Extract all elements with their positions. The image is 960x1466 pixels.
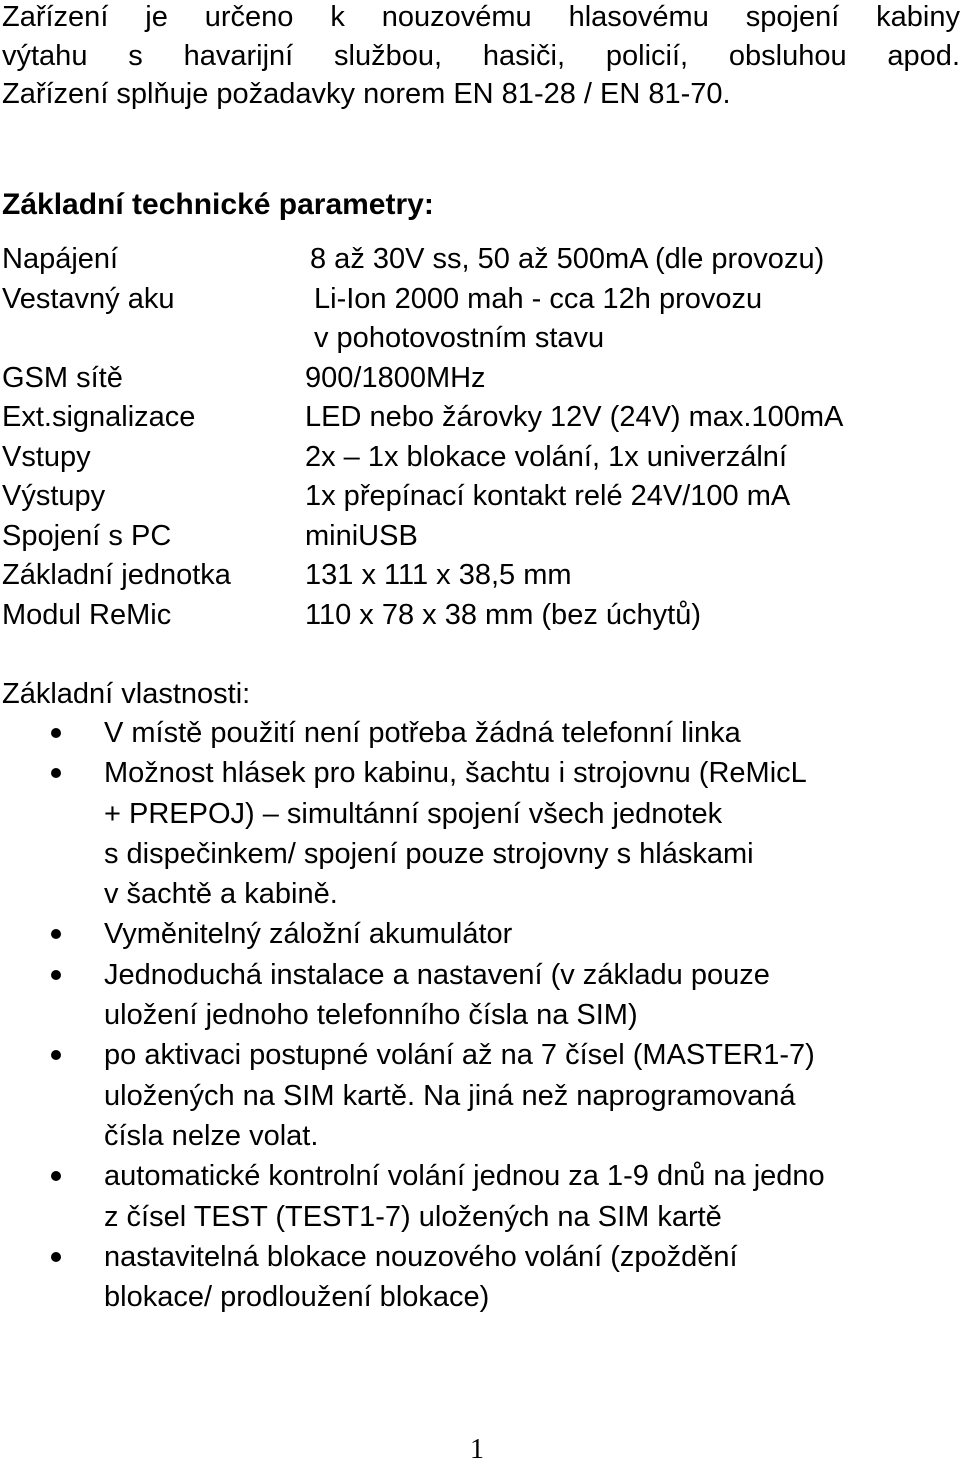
list-item-line: blokace/ prodloužení blokace) xyxy=(104,1281,490,1314)
parameter-value-line: 131 x 111 x 38,5 mm xyxy=(305,559,572,591)
list-item-line: v šachtě a kabině. xyxy=(104,878,338,911)
parameters-heading: Základní technické parametry: xyxy=(2,188,434,221)
parameter-value xyxy=(310,240,824,280)
list-item-text xyxy=(104,1156,960,1237)
parameter-row xyxy=(2,556,958,596)
parameter-row xyxy=(2,398,958,438)
parameter-value xyxy=(305,438,787,478)
bullet-icon xyxy=(51,929,61,939)
list-item xyxy=(0,1156,960,1237)
list-item xyxy=(0,914,960,954)
parameter-row xyxy=(2,359,958,399)
page-number: 1 xyxy=(470,1434,484,1465)
parameter-value xyxy=(305,596,701,636)
parameter-value-line: 900/1800MHz xyxy=(305,361,486,394)
parameter-row xyxy=(2,438,958,478)
list-item-line: uložených na SIM kartě. Na jiná než naprogramovaná xyxy=(104,1079,796,1112)
list-item-line: uložení jednoho telefonního čísla na SIM) xyxy=(104,999,638,1032)
list-item xyxy=(0,955,960,1036)
list-item xyxy=(0,713,960,753)
list-item-line: čísla nelze volat. xyxy=(104,1119,319,1152)
list-item-line: Jednoduchá instalace a nastavení (v základu pouze xyxy=(104,958,770,991)
parameter-value-line: 8 až 30V ss, 50 až 500mA (dle provozu) xyxy=(310,243,825,275)
list-item xyxy=(0,1035,960,1156)
list-item xyxy=(0,1237,960,1318)
list-item-line: Vyměnitelný záložní akumulátor xyxy=(104,918,513,951)
parameter-value xyxy=(305,398,843,438)
parameter-value-line: LED nebo žárovky 12V (24V) max.100mA xyxy=(305,401,844,433)
parameter-row xyxy=(2,596,958,636)
parameter-label: GSM sítě xyxy=(2,361,123,394)
list-item-text xyxy=(104,713,960,753)
bullet-icon xyxy=(51,768,61,778)
parameter-value-line: 1x přepínací kontakt relé 24V/100 mA xyxy=(305,480,791,512)
intro-line: výtahu s havarijní službou, hasiči, policií, obsluhou apod. xyxy=(2,39,960,72)
parameter-value-line: miniUSB xyxy=(305,519,418,552)
parameter-value-line: 2x – 1x blokace volání, 1x univerzální xyxy=(305,440,787,473)
list-item-line: s dispečinkem/ spojení pouze strojovny s hláskami xyxy=(104,837,754,870)
features-list xyxy=(0,713,960,1317)
parameter-label: Vestavný aku xyxy=(2,282,175,315)
parameter-label: Napájení xyxy=(2,243,119,275)
bullet-icon xyxy=(51,728,61,738)
parameter-value xyxy=(305,517,418,557)
parameter-row xyxy=(2,517,958,557)
parameter-value xyxy=(314,280,762,359)
list-item-text xyxy=(104,914,960,954)
list-item-line: + PREPOJ) – simultánní spojení všech jednotek xyxy=(104,797,723,830)
parameter-label: Základní jednotka xyxy=(2,559,231,591)
parameter-row xyxy=(2,240,958,280)
intro-line: Zařízení splňuje požadavky norem EN 81-28 / EN 81-70. xyxy=(2,78,731,110)
parameter-label: Ext.signalizace xyxy=(2,401,196,433)
list-item xyxy=(0,753,960,914)
intro-line: Zařízení je určeno k nouzovému hlasovému spojení kabiny xyxy=(2,1,960,33)
parameter-value-line: 110 x 78 x 38 mm (bez úchytů) xyxy=(305,598,701,631)
list-item-line: V místě použití není potřeba žádná telefonní linka xyxy=(104,717,741,749)
parameter-row xyxy=(2,280,958,359)
parameter-label: Spojení s PC xyxy=(2,519,172,552)
list-item-text xyxy=(104,955,960,1036)
parameter-value xyxy=(305,556,572,596)
bullet-icon xyxy=(51,1171,61,1181)
bullet-icon xyxy=(51,1252,61,1262)
list-item-text xyxy=(104,753,960,914)
list-item-line: po aktivaci postupné volání až na 7 čísel (MASTER1-7) xyxy=(104,1039,815,1072)
bullet-icon xyxy=(51,1050,61,1060)
list-item-line: automatické kontrolní volání jednou za 1-9 dnů na jedno xyxy=(104,1160,825,1193)
parameter-row xyxy=(2,477,958,517)
bullet-icon xyxy=(51,970,61,980)
parameter-label: Výstupy xyxy=(2,480,106,512)
parameter-label: Modul ReMic xyxy=(2,598,172,631)
features-heading: Základní vlastnosti: xyxy=(2,678,251,710)
parameter-value xyxy=(305,477,790,517)
list-item-line: Možnost hlásek pro kabinu, šachtu i strojovnu (ReMicL xyxy=(104,757,807,790)
list-item-text xyxy=(104,1237,960,1318)
list-item-text xyxy=(104,1035,960,1156)
parameter-value-line: Li-Ion 2000 mah - cca 12h provozu xyxy=(314,282,763,315)
intro-paragraph xyxy=(2,0,960,114)
parameter-label: Vstupy xyxy=(2,440,91,473)
list-item-line: nastavitelná blokace nouzového volání (zpoždění xyxy=(104,1240,738,1273)
parameter-value xyxy=(305,359,486,399)
list-item-line: z čísel TEST (TEST1-7) uložených na SIM kartě xyxy=(104,1200,722,1233)
parameters-table xyxy=(2,240,958,635)
parameter-value-line: v pohotovostním stavu xyxy=(314,322,605,354)
